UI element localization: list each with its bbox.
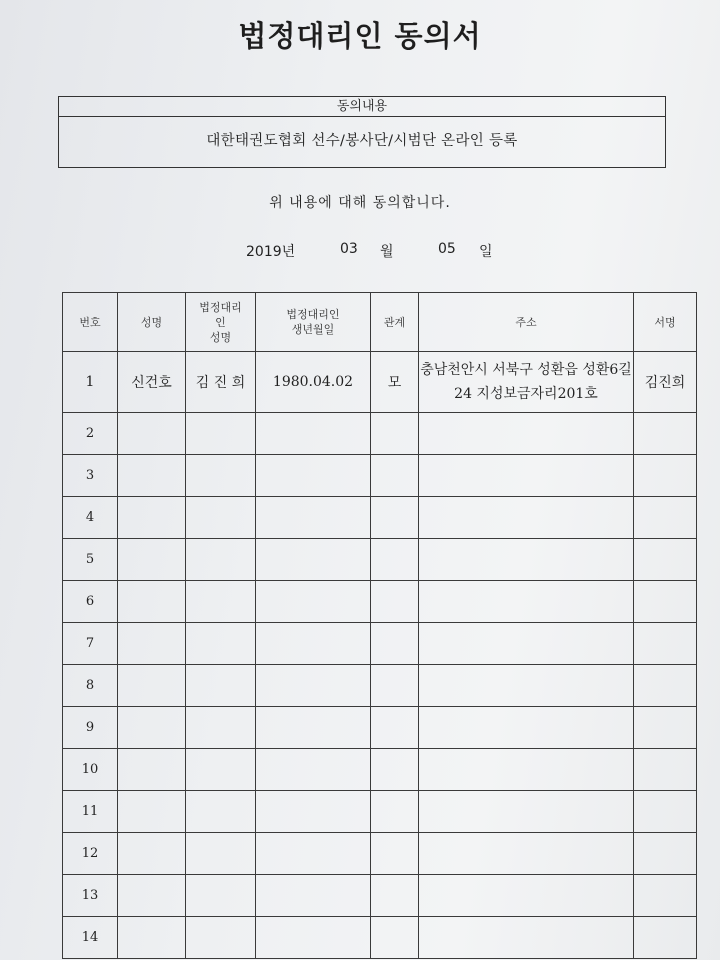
row-address	[419, 749, 634, 791]
row-guardian-birth	[256, 917, 371, 959]
header-guardian-birth: 법정대리인 생년월일	[256, 293, 371, 352]
row-relation: 모	[371, 352, 419, 413]
row-guardian-name	[186, 833, 256, 875]
row-no: 12	[63, 833, 118, 875]
row-relation	[371, 539, 419, 581]
table-row	[63, 352, 697, 413]
row-guardian-birth	[256, 707, 371, 749]
row-guardian-name	[186, 917, 256, 959]
row-guardian-name	[186, 707, 256, 749]
row-guardian-name	[186, 749, 256, 791]
row-name	[118, 539, 186, 581]
row-signature	[634, 413, 697, 455]
table-row	[63, 665, 697, 707]
row-no: 11	[63, 791, 118, 833]
row-no: 10	[63, 749, 118, 791]
row-address	[419, 833, 634, 875]
row-signature	[634, 875, 697, 917]
row-name	[118, 707, 186, 749]
row-relation	[371, 791, 419, 833]
row-address	[419, 581, 634, 623]
table-row	[63, 749, 697, 791]
row-no: 1	[63, 352, 118, 413]
row-address	[419, 665, 634, 707]
header-name: 성명	[118, 293, 186, 352]
guardian-table	[62, 292, 697, 959]
table-row	[63, 707, 697, 749]
row-name	[118, 665, 186, 707]
row-name	[118, 791, 186, 833]
row-name	[118, 581, 186, 623]
row-relation	[371, 455, 419, 497]
row-address	[419, 455, 634, 497]
row-address: 충남천안시 서북구 성환읍 성환6길24 지성보금자리201호	[419, 352, 634, 413]
row-signature	[634, 791, 697, 833]
row-guardian-birth	[256, 455, 371, 497]
row-address	[419, 497, 634, 539]
row-guardian-name	[186, 581, 256, 623]
row-name	[118, 623, 186, 665]
table-row	[63, 791, 697, 833]
row-signature	[634, 707, 697, 749]
row-guardian-name: 김 진 희	[186, 352, 256, 413]
row-address	[419, 413, 634, 455]
table-row	[63, 623, 697, 665]
row-signature	[634, 581, 697, 623]
header-guardian-name: 법정대리 인 성명	[186, 293, 256, 352]
row-signature	[634, 749, 697, 791]
row-guardian-name	[186, 623, 256, 665]
row-guardian-name	[186, 875, 256, 917]
row-guardian-birth	[256, 539, 371, 581]
row-relation	[371, 665, 419, 707]
row-signature	[634, 539, 697, 581]
row-address	[419, 791, 634, 833]
consent-box	[58, 96, 666, 168]
table-row	[63, 413, 697, 455]
table-row	[63, 455, 697, 497]
row-signature	[634, 455, 697, 497]
row-relation	[371, 917, 419, 959]
row-no: 3	[63, 455, 118, 497]
date-month-label: 월	[380, 244, 394, 260]
row-signature	[634, 833, 697, 875]
row-name	[118, 833, 186, 875]
row-no: 9	[63, 707, 118, 749]
consent-body: 대한태권도협회 선수/봉사단/시범단 온라인 등록	[206, 133, 518, 149]
row-signature	[634, 623, 697, 665]
row-address	[419, 707, 634, 749]
row-guardian-name	[186, 539, 256, 581]
table-row	[63, 581, 697, 623]
row-no: 2	[63, 413, 118, 455]
date-year: 2019년	[246, 244, 296, 260]
row-no: 8	[63, 665, 118, 707]
row-no: 4	[63, 497, 118, 539]
row-no: 6	[63, 581, 118, 623]
row-guardian-birth	[256, 623, 371, 665]
row-no: 13	[63, 875, 118, 917]
row-relation	[371, 623, 419, 665]
row-guardian-birth: 1980.04.02	[256, 352, 371, 413]
row-guardian-birth	[256, 581, 371, 623]
row-relation	[371, 875, 419, 917]
row-relation	[371, 749, 419, 791]
document-title: 법정대리인 동의서	[238, 19, 482, 53]
row-guardian-name	[186, 497, 256, 539]
row-signature	[634, 497, 697, 539]
row-relation	[371, 833, 419, 875]
row-guardian-birth	[256, 749, 371, 791]
row-guardian-birth	[256, 413, 371, 455]
header-relation: 관계	[371, 293, 419, 352]
row-signature: 김진희	[634, 352, 697, 413]
row-no: 14	[63, 917, 118, 959]
row-relation	[371, 707, 419, 749]
row-name: 신건호	[118, 352, 186, 413]
row-guardian-name	[186, 413, 256, 455]
row-address	[419, 539, 634, 581]
header-signature: 서명	[634, 293, 697, 352]
row-name	[118, 875, 186, 917]
row-guardian-birth	[256, 833, 371, 875]
row-address	[419, 875, 634, 917]
row-no: 5	[63, 539, 118, 581]
row-guardian-birth	[256, 497, 371, 539]
row-name	[118, 917, 186, 959]
row-guardian-name	[186, 665, 256, 707]
row-address	[419, 917, 634, 959]
table-row	[63, 497, 697, 539]
row-name	[118, 455, 186, 497]
row-guardian-birth	[256, 875, 371, 917]
table-row	[63, 917, 697, 959]
row-guardian-name	[186, 455, 256, 497]
row-address	[419, 623, 634, 665]
row-relation	[371, 413, 419, 455]
row-guardian-birth	[256, 665, 371, 707]
table-row	[63, 833, 697, 875]
date-day-value: 05	[438, 241, 456, 257]
row-name	[118, 413, 186, 455]
date-month-value: 03	[340, 241, 358, 257]
row-name	[118, 497, 186, 539]
row-relation	[371, 581, 419, 623]
date-day-label: 일	[479, 244, 493, 260]
consent-heading: 동의내용	[59, 97, 665, 117]
table-row	[63, 875, 697, 917]
header-no: 번호	[63, 293, 118, 352]
row-guardian-birth	[256, 791, 371, 833]
row-guardian-name	[186, 791, 256, 833]
table-header-row	[63, 293, 697, 352]
header-address: 주소	[419, 293, 634, 352]
row-signature	[634, 917, 697, 959]
agree-statement: 위 내용에 대해 동의합니다.	[269, 195, 451, 211]
row-no: 7	[63, 623, 118, 665]
table-row	[63, 539, 697, 581]
row-signature	[634, 665, 697, 707]
row-name	[118, 749, 186, 791]
row-relation	[371, 497, 419, 539]
